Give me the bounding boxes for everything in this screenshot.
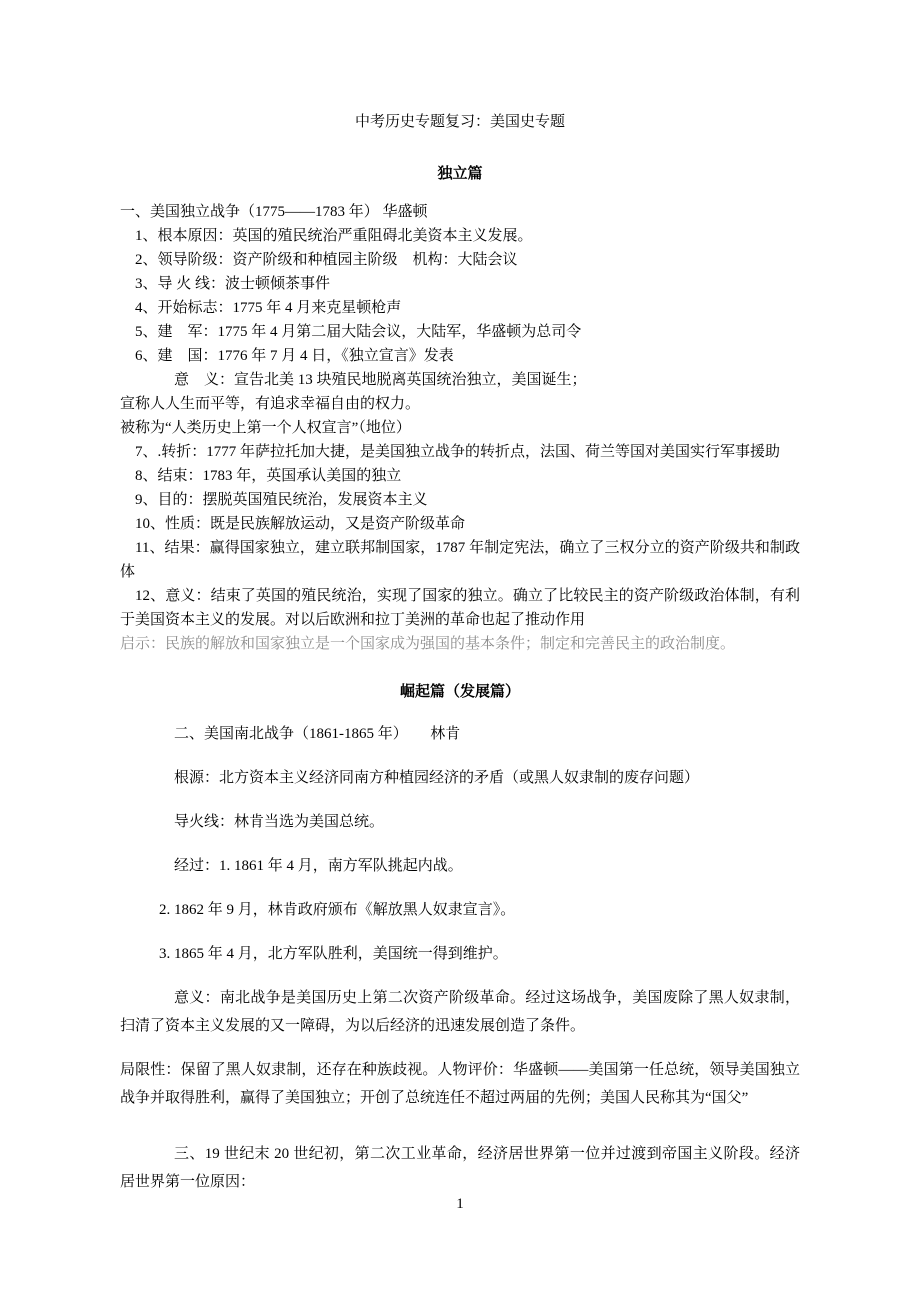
doc-line: 9、目的：摆脱英国殖民统治，发展资本主义 xyxy=(135,492,428,508)
doc-paragraph: 2. 1862 年 9 月，林肯政府颁布《解放黑人奴隶宣言》。 xyxy=(159,902,516,918)
doc-line: 宣称人人生而平等，有追求幸福自由的权力。 xyxy=(120,396,421,412)
section-heading-rise: 崛起篇（发展篇） xyxy=(399,684,520,700)
doc-line: 4、开始标志：1775 年 4 月来克星顿枪声 xyxy=(135,300,402,316)
doc-line: 12、意义：结束了英国的殖民统治，实现了国家的独立。确立了比较民主的资产阶级政治体制，有利于美国资本主义的发展。对以后欧洲和拉丁美洲的革命也起了推动作用 xyxy=(120,588,800,628)
doc-paragraph: 二、美国南北战争（1861-1865 年） 林肯 xyxy=(174,726,461,742)
doc-line: 10、性质：既是民族解放运动，又是资产阶级革命 xyxy=(135,516,466,532)
doc-line: 3、导 火 线：波士顿倾茶事件 xyxy=(135,276,331,292)
doc-paragraph: 意义：南北战争是美国历史上第二次资产阶级革命。经过这场战争，美国废除了黑人奴隶制，扫清了资本主义发展的又一障碍，为以后经济的迅速发展创造了条件。 xyxy=(120,990,800,1034)
doc-line: 一、美国独立战争（1775——1783 年） 华盛顿 xyxy=(120,204,428,220)
section-heading-independence: 独立篇 xyxy=(437,166,483,182)
doc-paragraph: 3. 1865 年 4 月，北方军队胜利，美国统一得到维护。 xyxy=(159,946,508,962)
doc-paragraph: 经过：1. 1861 年 4 月，南方军队挑起内战。 xyxy=(174,858,463,874)
doc-line: 2、领导阶级：资产阶级和种植园主阶级 机构：大陆会议 xyxy=(135,252,518,268)
doc-line: 1、根本原因：英国的殖民统治严重阻碍北美资本主义发展。 xyxy=(135,228,533,244)
doc-paragraph: 导火线：林肯当选为美国总统。 xyxy=(174,814,385,830)
document-title: 中考历史专题复习：美国史专题 xyxy=(354,114,565,130)
page-number: 1 xyxy=(456,1196,464,1212)
doc-paragraph: 根源：北方资本主义经济同南方种植园经济的矛盾（或黑人奴隶制的废存问题） xyxy=(174,770,700,786)
doc-line: 被称为“人类历史上第一个人权宣言”（地位） xyxy=(120,420,411,436)
doc-paragraph: 局限性：保留了黑人奴隶制，还存在种族歧视。人物评价：华盛顿——美国第一任总统，领导美国独立战争并取得胜利，赢得了美国独立；开创了总统连任不超过两届的先例；美国人民称其为“国父” xyxy=(120,1062,800,1106)
doc-line: 意 义：宣告北美 13 块殖民地脱离英国统治独立，美国诞生； xyxy=(174,372,587,388)
doc-line: 7、.转折：1777 年萨拉托加大捷，是美国独立战争的转折点，法国、荷兰等国对美国实行军事援助 xyxy=(135,444,781,460)
doc-line: 11、结果：赢得国家独立，建立联邦制国家，1787 年制定宪法，确立了三权分立的资产阶级共和制政体 xyxy=(120,540,800,580)
doc-line: 5、建 军：1775 年 4 月第二届大陆会议，大陆军，华盛顿为总司令 xyxy=(135,324,582,340)
doc-line: 6、建 国：1776 年 7 月 4 日，《独立宣言》发表 xyxy=(135,348,454,364)
doc-line: 8、结束：1783 年，英国承认美国的独立 xyxy=(135,468,402,484)
insight-note: 启示：民族的解放和国家独立是一个国家成为强国的基本条件；制定和完善民主的政治制度。 xyxy=(120,636,736,652)
doc-paragraph: 三、19 世纪末 20 世纪初，第二次工业革命，经济居世界第一位并过渡到帝国主义阶段。经济居世界第一位原因： xyxy=(120,1146,800,1190)
